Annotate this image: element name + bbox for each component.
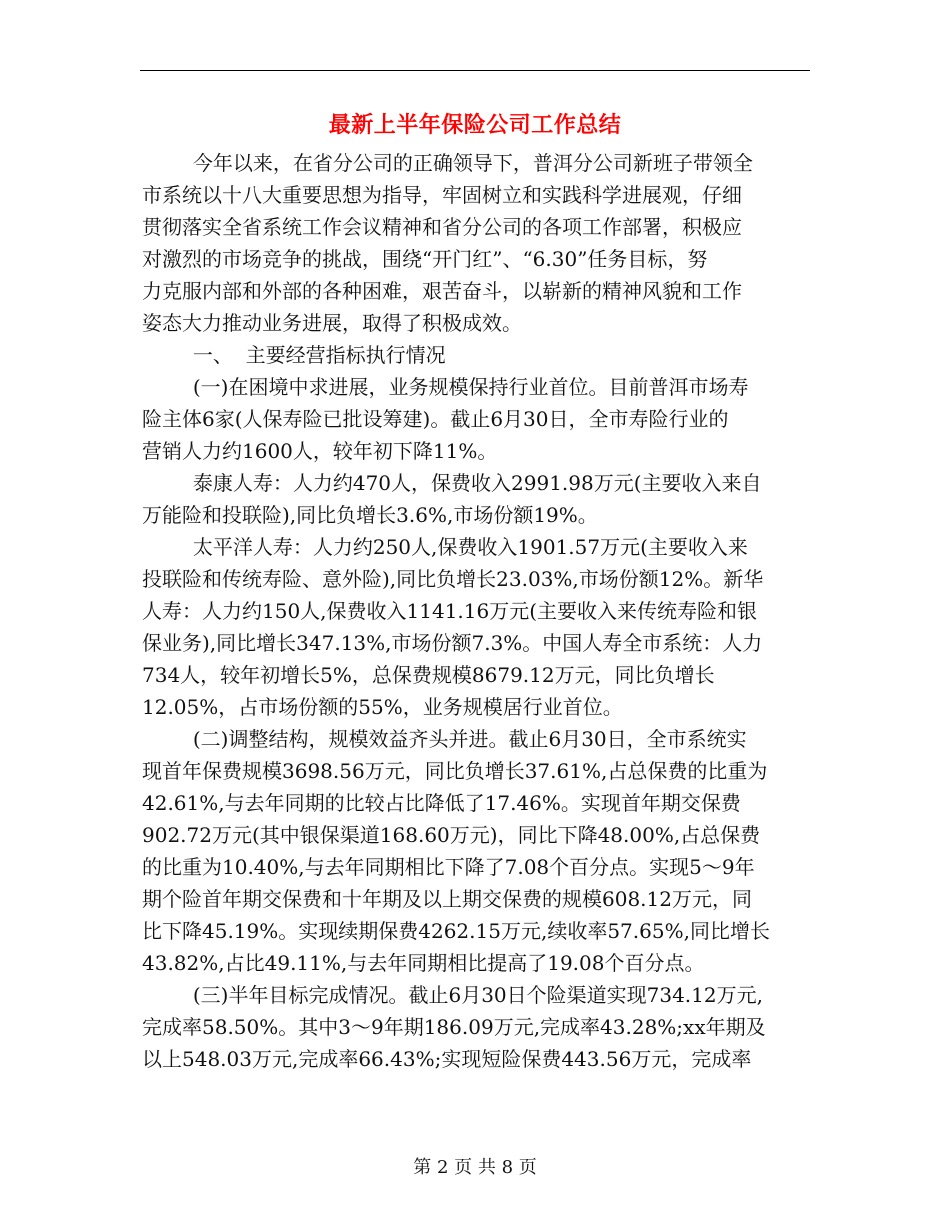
text-line: 43.82%,占比49.11%,与去年同期相比提高了19.08个百分点。 (142, 951, 705, 975)
text-line: 42.61%,与去年同期的比较占比降低了17.46%。实现首年期交保费 (142, 791, 741, 815)
text-line: 投联险和传统寿险、意外险),同比负增长23.03%,市场份额12%。新华 (142, 567, 764, 591)
section-heading: 一、 主要经营指标执行情况 (142, 343, 446, 367)
text-line: 贯彻落实全省系统工作会议精神和省分公司的各项工作部署，积极应 (142, 215, 742, 239)
text-line: 以上548.03万元,完成率66.43%;实现短险保费443.56万元，完成率 (142, 1047, 752, 1071)
text-line: 泰康人寿：人力约470人，保费收入2991.98万元(主要收入来自 (142, 471, 762, 495)
text-line: 12.05%，占市场份额的55%，业务规模居行业首位。 (142, 695, 623, 719)
text-line: 市系统以十八大重要思想为指导，牢固树立和实践科学进展观，仔细 (142, 183, 742, 207)
document-title: 最新上半年保险公司工作总结 (328, 112, 622, 138)
text-line: 力克服内部和外部的各种困难，艰苦奋斗，以崭新的精神风貌和工作 (142, 279, 742, 303)
text-line: 营销人力约1600人，较年初下降11%。 (142, 439, 498, 463)
text-line: 今年以来，在省分公司的正确领导下，普洱分公司新班子带领全 (142, 151, 753, 175)
text-line: 太平洋人寿：人力约250人,保费收入1901.57万元(主要收入来 (142, 535, 748, 559)
text-line: 姿态大力推动业务进展，取得了积极成效。 (142, 311, 522, 335)
text-line: 比下降45.19%。实现续期保费4262.15万元,续收率57.65%,同比增长 (142, 919, 770, 943)
page-footer: 第 2 页 共 8 页 (413, 1157, 537, 1178)
header-rule (140, 70, 810, 71)
text-line: 万能险和投联险),同比负增长3.6%,市场份额19%。 (142, 503, 598, 527)
text-line: 734人，较年初增长5%，总保费规模8679.12万元，同比负增长 (142, 663, 715, 687)
text-line: 保业务),同比增长347.13%,市场份额7.3%。中国人寿全市系统：人力 (142, 631, 763, 655)
text-line: 完成率58.50%。其中3～9年期186.09万元,完成率43.28%;xx年期及 (142, 1015, 766, 1039)
text-line: 对激烈的市场竞争的挑战，围绕“开门红”、“6.30”任务目标，努 (142, 247, 708, 271)
text-line: 现首年保费规模3698.56万元，同比负增长37.61%,占总保费的比重为 (142, 759, 768, 783)
text-line: 的比重为10.40%,与去年同期相比下降了7.08个百分点。实现5～9年 (142, 855, 755, 879)
text-line: (三)半年目标完成情况。截止6月30日个险渠道实现734.12万元, (142, 983, 763, 1007)
text-line: 人寿：人力约150人,保费收入1141.16万元(主要收入来传统寿险和银 (142, 599, 758, 623)
text-line: 902.72万元(其中银保渠道168.60万元)，同比下降48.00%,占总保费 (142, 823, 761, 847)
body-text (142, 147, 812, 1075)
text-line: (一)在困境中求进展，业务规模保持行业首位。目前普洱市场寿 (142, 375, 749, 399)
text-line: 期个险首年期交保费和十年期及以上期交保费的规模608.12万元，同 (142, 887, 752, 911)
text-line: 险主体6家(人保寿险已批设筹建)。截止6月30日，全市寿险行业的 (142, 407, 729, 431)
text-line: (二)调整结构，规模效益齐头并进。截止6月30日，全市系统实 (142, 727, 747, 751)
